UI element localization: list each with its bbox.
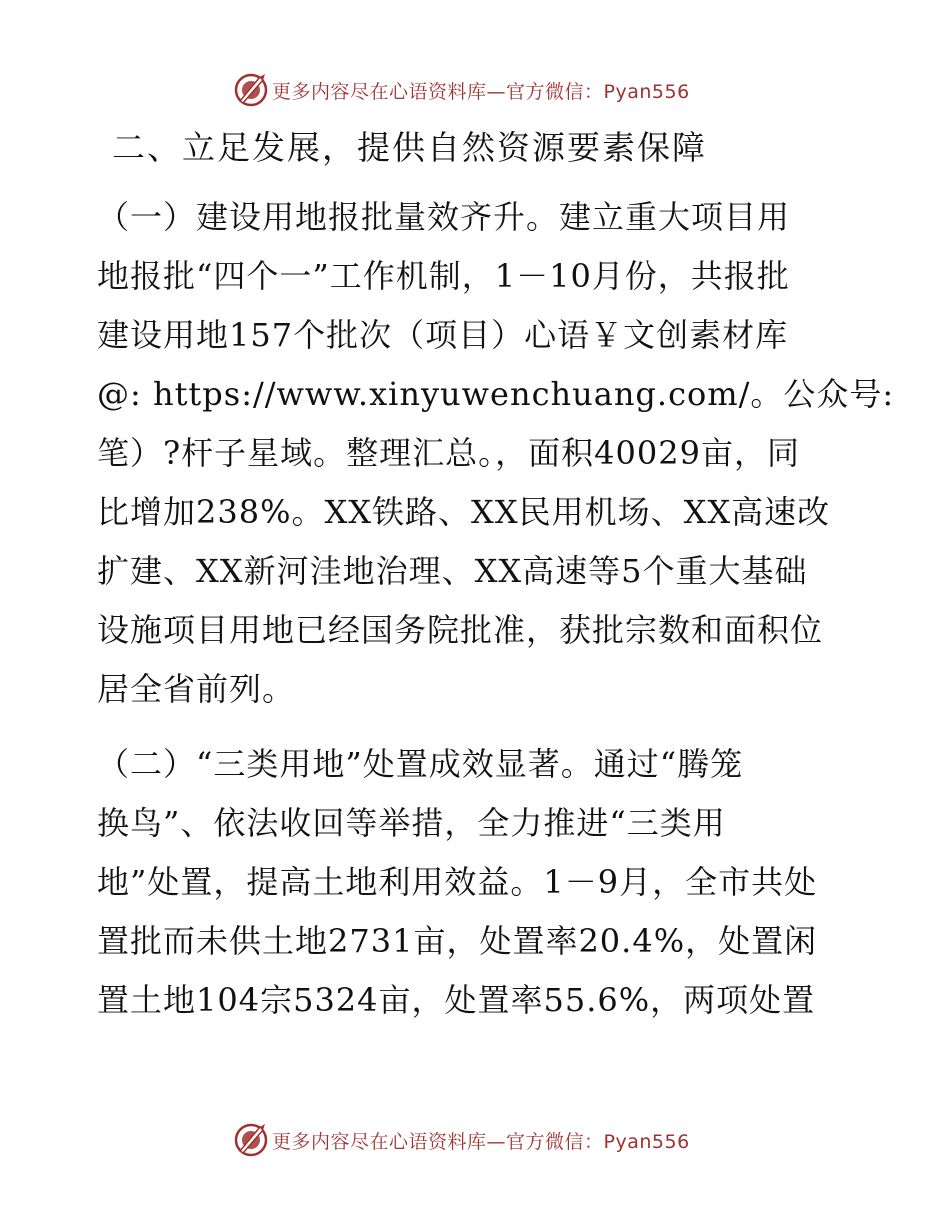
paragraph-land-disposal <box>97 735 867 1030</box>
paragraph-line: 置土地104宗5324亩，处置率55.6%，两项处置 <box>97 981 816 1019</box>
paragraph-line: （二）“三类用地”处置成效显著。通过“腾笼 <box>97 745 744 783</box>
paragraph-line: 设施项目用地已经国务院批准，获批宗数和面积位 <box>97 611 824 649</box>
paragraph-line: （一）建设用地报批量效齐升。建立重大项目用 <box>97 198 791 236</box>
watermark-banner-bottom <box>232 1120 690 1160</box>
paragraph-line: 地报批“四个一”工作机制，1－10月份，共报批 <box>97 257 790 295</box>
paragraph-line: 扩建、XX新河洼地治理、XX高速等5个重大基础 <box>97 552 808 590</box>
paragraph-line: 换鸟”、依法收回等举措，全力推进“三类用 <box>97 804 726 842</box>
quill-seal-icon <box>232 71 270 109</box>
paragraph-land-approval <box>97 188 895 719</box>
section-heading: 二、立足发展，提供自然资源要素保障 <box>112 128 707 167</box>
watermark-text: 更多内容尽在心语资料库—官方微信：Pyan556 <box>272 1130 690 1153</box>
paragraph-line: 地”处置，提高土地利用效益。1－9月，全市共处 <box>97 863 818 901</box>
paragraph-line: 置批而未供土地2731亩，处置率20.4%，处置闲 <box>97 922 818 960</box>
watermark-banner-top <box>232 70 690 110</box>
paragraph-line: @: https://www.xinyuwenchuang.com/。公众号: <box>97 375 895 413</box>
paragraph-line: 建设用地157个批次（项目）心语￥文创素材库 <box>97 316 789 354</box>
watermark-text: 更多内容尽在心语资料库—官方微信：Pyan556 <box>272 80 690 103</box>
paragraph-line: 比增加238%。XX铁路、XX民用机场、XX高速改 <box>97 493 831 531</box>
paragraph-line: 笔）?杆子星域。整理汇总。，面积40029亩，同 <box>97 434 800 472</box>
quill-seal-icon <box>232 1121 270 1159</box>
paragraph-line: 居全省前列。 <box>97 670 296 708</box>
